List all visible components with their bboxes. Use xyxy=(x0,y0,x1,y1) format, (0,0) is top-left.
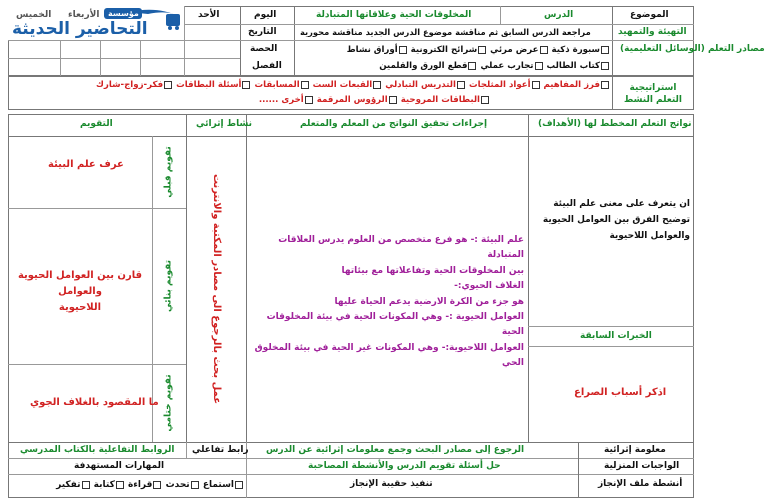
col-procedures-header: إجراءات تحقيق النواتج من المعلم والمتعلم xyxy=(300,119,488,129)
resource-item[interactable]: قطع الورق والقلمين xyxy=(379,61,477,71)
skill-item[interactable]: استماع xyxy=(203,480,244,490)
logo-line1: مؤسسة xyxy=(108,9,139,18)
intro-value: مراجعة الدرس السابق ثم مناقشة موضوع الدرس الجديد مناقشة محورية xyxy=(300,27,591,37)
outcomes-text: ان يتعرف على معنى علم البيئة توضيح الفرق بين العوامل الحيوية والعوامل اللاحيوية xyxy=(542,199,690,241)
strategy-label: استراتيجية التعلم النشط xyxy=(623,83,683,105)
period-label: الحصة xyxy=(250,44,278,54)
interactive-link-value[interactable]: الروابط التفاعلية بالكتاب المدرسي xyxy=(20,445,175,455)
skill-item[interactable]: قراءة xyxy=(128,480,163,490)
strategy-item[interactable]: القبعات الست xyxy=(313,80,383,90)
topic-label: الموضوع xyxy=(630,10,669,20)
skill-item[interactable]: كتابة xyxy=(94,480,125,490)
col-enrichment-header: نشاط إثرائي xyxy=(196,119,253,129)
mid-eval-text: قارن بين العوامل الحيوية والعوامل اللاحيوية xyxy=(17,270,143,313)
resource-item[interactable]: شرائح الكترونية xyxy=(411,45,487,55)
pre-eval-text: عرف علم البيئة xyxy=(48,159,124,170)
col-evaluation-header: التقويم xyxy=(80,119,113,129)
day-label: اليوم xyxy=(254,10,277,20)
enrichment-info-label: معلومة إثرائية xyxy=(604,445,666,455)
lesson-value: المخلوقات الحية وعلاقاتها المتبادلة xyxy=(316,10,472,20)
strategy-item[interactable]: فكر-زواج-شارك xyxy=(96,80,173,90)
strategy-item[interactable]: التدريس التبادلي xyxy=(385,80,466,90)
day-sunday: الأحد xyxy=(198,10,220,20)
post-eval-label: تقويم ختامي xyxy=(163,374,174,432)
skills-list xyxy=(10,478,244,492)
resources-label-1: مصادر التعلم (الوسائل التعليمية) xyxy=(620,44,765,54)
enrichment-text: عمل بحث بالرجوع الى مصادر المكتبة والانترنت xyxy=(211,173,222,405)
strategy-item[interactable]: البطاقات المروحية xyxy=(401,95,490,105)
resource-item[interactable]: عرض مرئي xyxy=(490,45,548,55)
resource-item[interactable]: كتاب الطالب xyxy=(547,61,610,71)
prior-knowledge-label: الخبرات السابقة xyxy=(580,331,652,341)
date-label: التاريخ xyxy=(248,27,277,37)
resource-item[interactable]: أوراق نشاط xyxy=(347,45,408,55)
strategy-item[interactable]: أسئلة البطاقات xyxy=(176,80,251,90)
strategies-list xyxy=(12,78,610,108)
strategy-item[interactable]: فرز المفاهيم xyxy=(544,80,610,90)
homework-value: حل أسئلة تقويم الدرس والأنشطة المصاحبة xyxy=(308,461,501,471)
procedures-text: علم البيئة :- هو فرع متخصص من العلوم يدرس العلاقات المتبادلة بين المخلوقات الحية وتفاعلاتها مع بيئاتها الغلاف الحيوي:- هو جزء من الكرة الارضية يدعم الحياة عليها العوامل الحيوية :- وهي المكونات الحية في بيئة المخلوقات الحية العوامل اللاحيوية:- وهي المكونات غير الحية في بيئة المخلوق الحي xyxy=(254,235,524,369)
strategy-item[interactable]: أعواد المثلجات xyxy=(469,80,541,90)
post-eval-text: ما المقصود بالغلاف الجوي xyxy=(30,397,159,408)
skills-label: المهارات المستهدفة xyxy=(74,461,165,471)
resources-list xyxy=(296,42,610,74)
resource-item[interactable]: تجارب عملي xyxy=(480,61,543,71)
strategy-item[interactable]: أخرى ...... xyxy=(259,95,314,105)
pre-eval-label: تقويم قبلي xyxy=(163,146,174,198)
class-label: الفصل xyxy=(252,61,282,71)
strategy-item[interactable]: المسابقات xyxy=(254,80,309,90)
portfolio-value: تنفيذ حقيبة الإنجاز xyxy=(350,479,433,489)
portfolio-label: أنشطة ملف الإنجاز xyxy=(598,479,683,489)
homework-label: الواجبات المنزلية xyxy=(604,461,680,471)
logo-line2: التحاضير الحديثة xyxy=(12,19,148,39)
strategy-item[interactable]: الرؤوس المرقمة xyxy=(317,95,398,105)
lesson-label: الدرس xyxy=(544,10,574,20)
resource-item[interactable]: سبورة ذكية xyxy=(552,45,611,55)
interactive-link-label: رابط تفاعلي xyxy=(192,445,249,455)
enrichment-cell xyxy=(186,136,246,442)
intro-label: التهيئة والتمهيد xyxy=(618,27,687,37)
enrichment-info-value: الرجوع إلى مصادر البحث وجمع معلومات إثرائية عن الدرس xyxy=(266,445,525,455)
day-thursday: الخميس xyxy=(16,10,52,20)
skill-item[interactable]: تفكير xyxy=(56,480,90,490)
day-wednesday: الأربعاء xyxy=(68,10,100,20)
mid-eval-label: تقويم بنائي xyxy=(163,260,174,312)
skill-item[interactable]: تحدث xyxy=(166,480,200,490)
col-outcomes-header: نواتج التعلم المخطط لها (الأهداف) xyxy=(538,119,692,129)
prior-knowledge-text: اذكر أسباب الصراع xyxy=(574,387,667,398)
